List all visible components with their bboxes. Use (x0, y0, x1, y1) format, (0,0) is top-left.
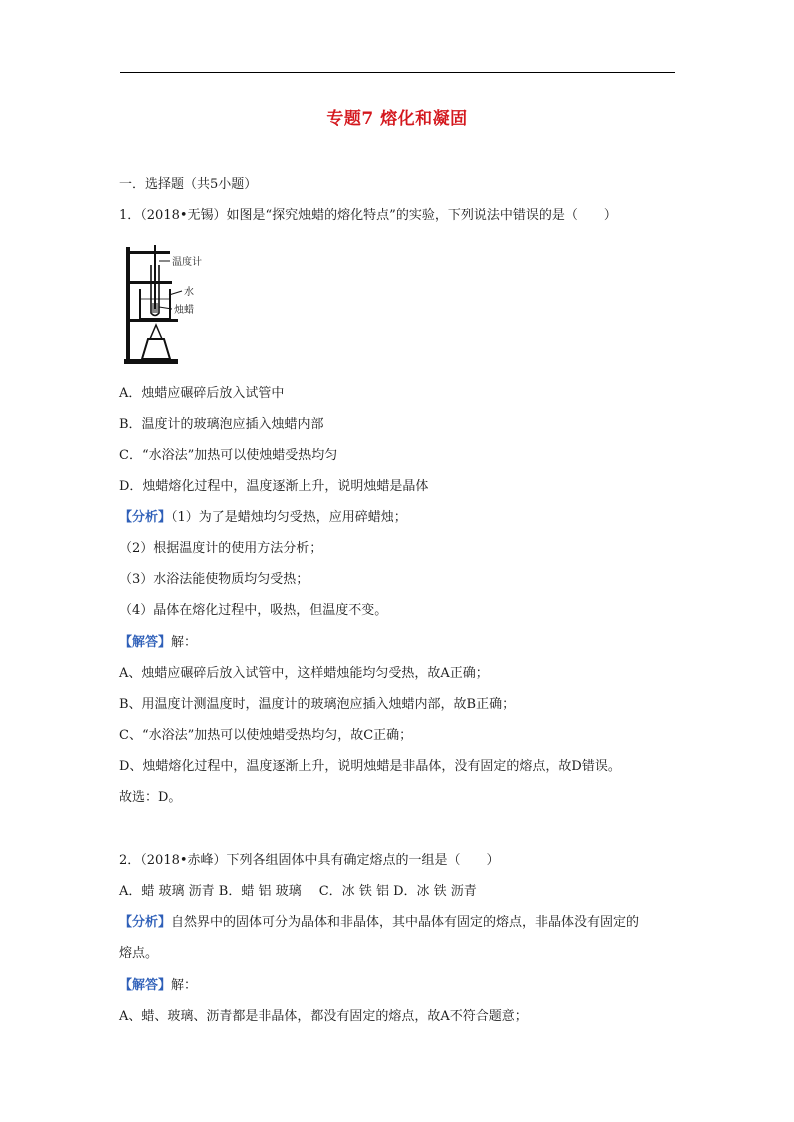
header-rule (120, 72, 675, 73)
question-1-option-c: C．“水浴法”加热可以使烛蜡受热均匀 (119, 448, 338, 463)
analysis-text: 自然界中的固体可分为晶体和非晶体，其中晶体有固定的熔点，非晶体没有固定的 (171, 915, 640, 930)
page-title: 专题7 熔化和凝固 (326, 109, 468, 129)
question-2-options: A．蜡 玻璃 沥青 B．蜡 铝 玻璃 C．冰 铁 铝 D．冰 铁 沥青 (119, 884, 477, 899)
analysis-tag: 【分析】 (119, 915, 172, 930)
analysis-text: （2）根据温度计的使用方法分析； (119, 541, 323, 556)
apparatus-figure (120, 243, 230, 368)
flame-icon (150, 325, 162, 339)
analysis-text: 熔点。 (119, 946, 159, 961)
middle-clamp (126, 281, 172, 284)
analysis-tag: 【分析】 (119, 510, 172, 525)
question-1-answer-heading (119, 634, 197, 652)
question-2-analysis-line (119, 914, 639, 932)
figure-label-wax: 烛蜡 (174, 305, 194, 316)
answer-text: A、烛蜡应碾碎后放入试管中，这样蜡烛能均匀受热，故A正确； (119, 666, 489, 681)
question-1-option-a: A．烛蜡应碾碎后放入试管中 (119, 386, 285, 401)
stand-rod (126, 247, 130, 361)
figure-label-thermometer: 温度计 (172, 257, 202, 268)
answer-text: C、“水浴法”加热可以使烛蜡受热均匀，故C正确； (119, 728, 413, 743)
answer-text: B、用温度计测温度时，温度计的玻璃泡应插入烛蜡内部，故B正确； (119, 697, 516, 712)
upper-clamp (126, 251, 170, 254)
question-1-analysis-line (119, 509, 407, 527)
answer-text: A、蜡、玻璃、沥青都是非晶体，都没有固定的熔点，故A不符合题意； (119, 1009, 528, 1024)
answer-tag: 【解答】 (119, 635, 172, 650)
answer-prefix: 解： (171, 978, 198, 993)
answer-tag: 【解答】 (119, 978, 172, 993)
question-1-option-b: B．温度计的玻璃泡应插入烛蜡内部 (119, 417, 324, 432)
question-2-answer-heading (119, 977, 197, 995)
analysis-text: （4）晶体在熔化过程中，吸热，但温度不变。 (119, 603, 388, 618)
analysis-text: （3）水浴法能使物质均匀受热； (119, 572, 310, 587)
figure-label-water: 水 (184, 287, 194, 298)
alcohol-burner (142, 339, 170, 359)
answer-text: D、烛蜡熔化过程中，温度逐渐上升，说明烛蜡是非晶体，没有固定的熔点，故D错误。 (119, 759, 621, 774)
section-heading: 一．选择题（共5小题） (119, 177, 258, 192)
question-1-option-d: D．烛蜡熔化过程中，温度逐渐上升，说明烛蜡是晶体 (119, 479, 429, 494)
analysis-text: （1）为了是蜡烛均匀受热，应用碎蜡烛； (171, 510, 407, 525)
answer-prefix: 解： (171, 635, 198, 650)
question-2-stem: 2．（2018•赤峰）下列各组固体中具有确定熔点的一组是（ ） (119, 853, 500, 868)
answer-text: 故选：D。 (119, 790, 182, 805)
question-1-stem: 1．（2018•无锡）如图是“探究烛蜡的熔化特点”的实验，下列说法中错误的是（ ） (119, 208, 617, 223)
